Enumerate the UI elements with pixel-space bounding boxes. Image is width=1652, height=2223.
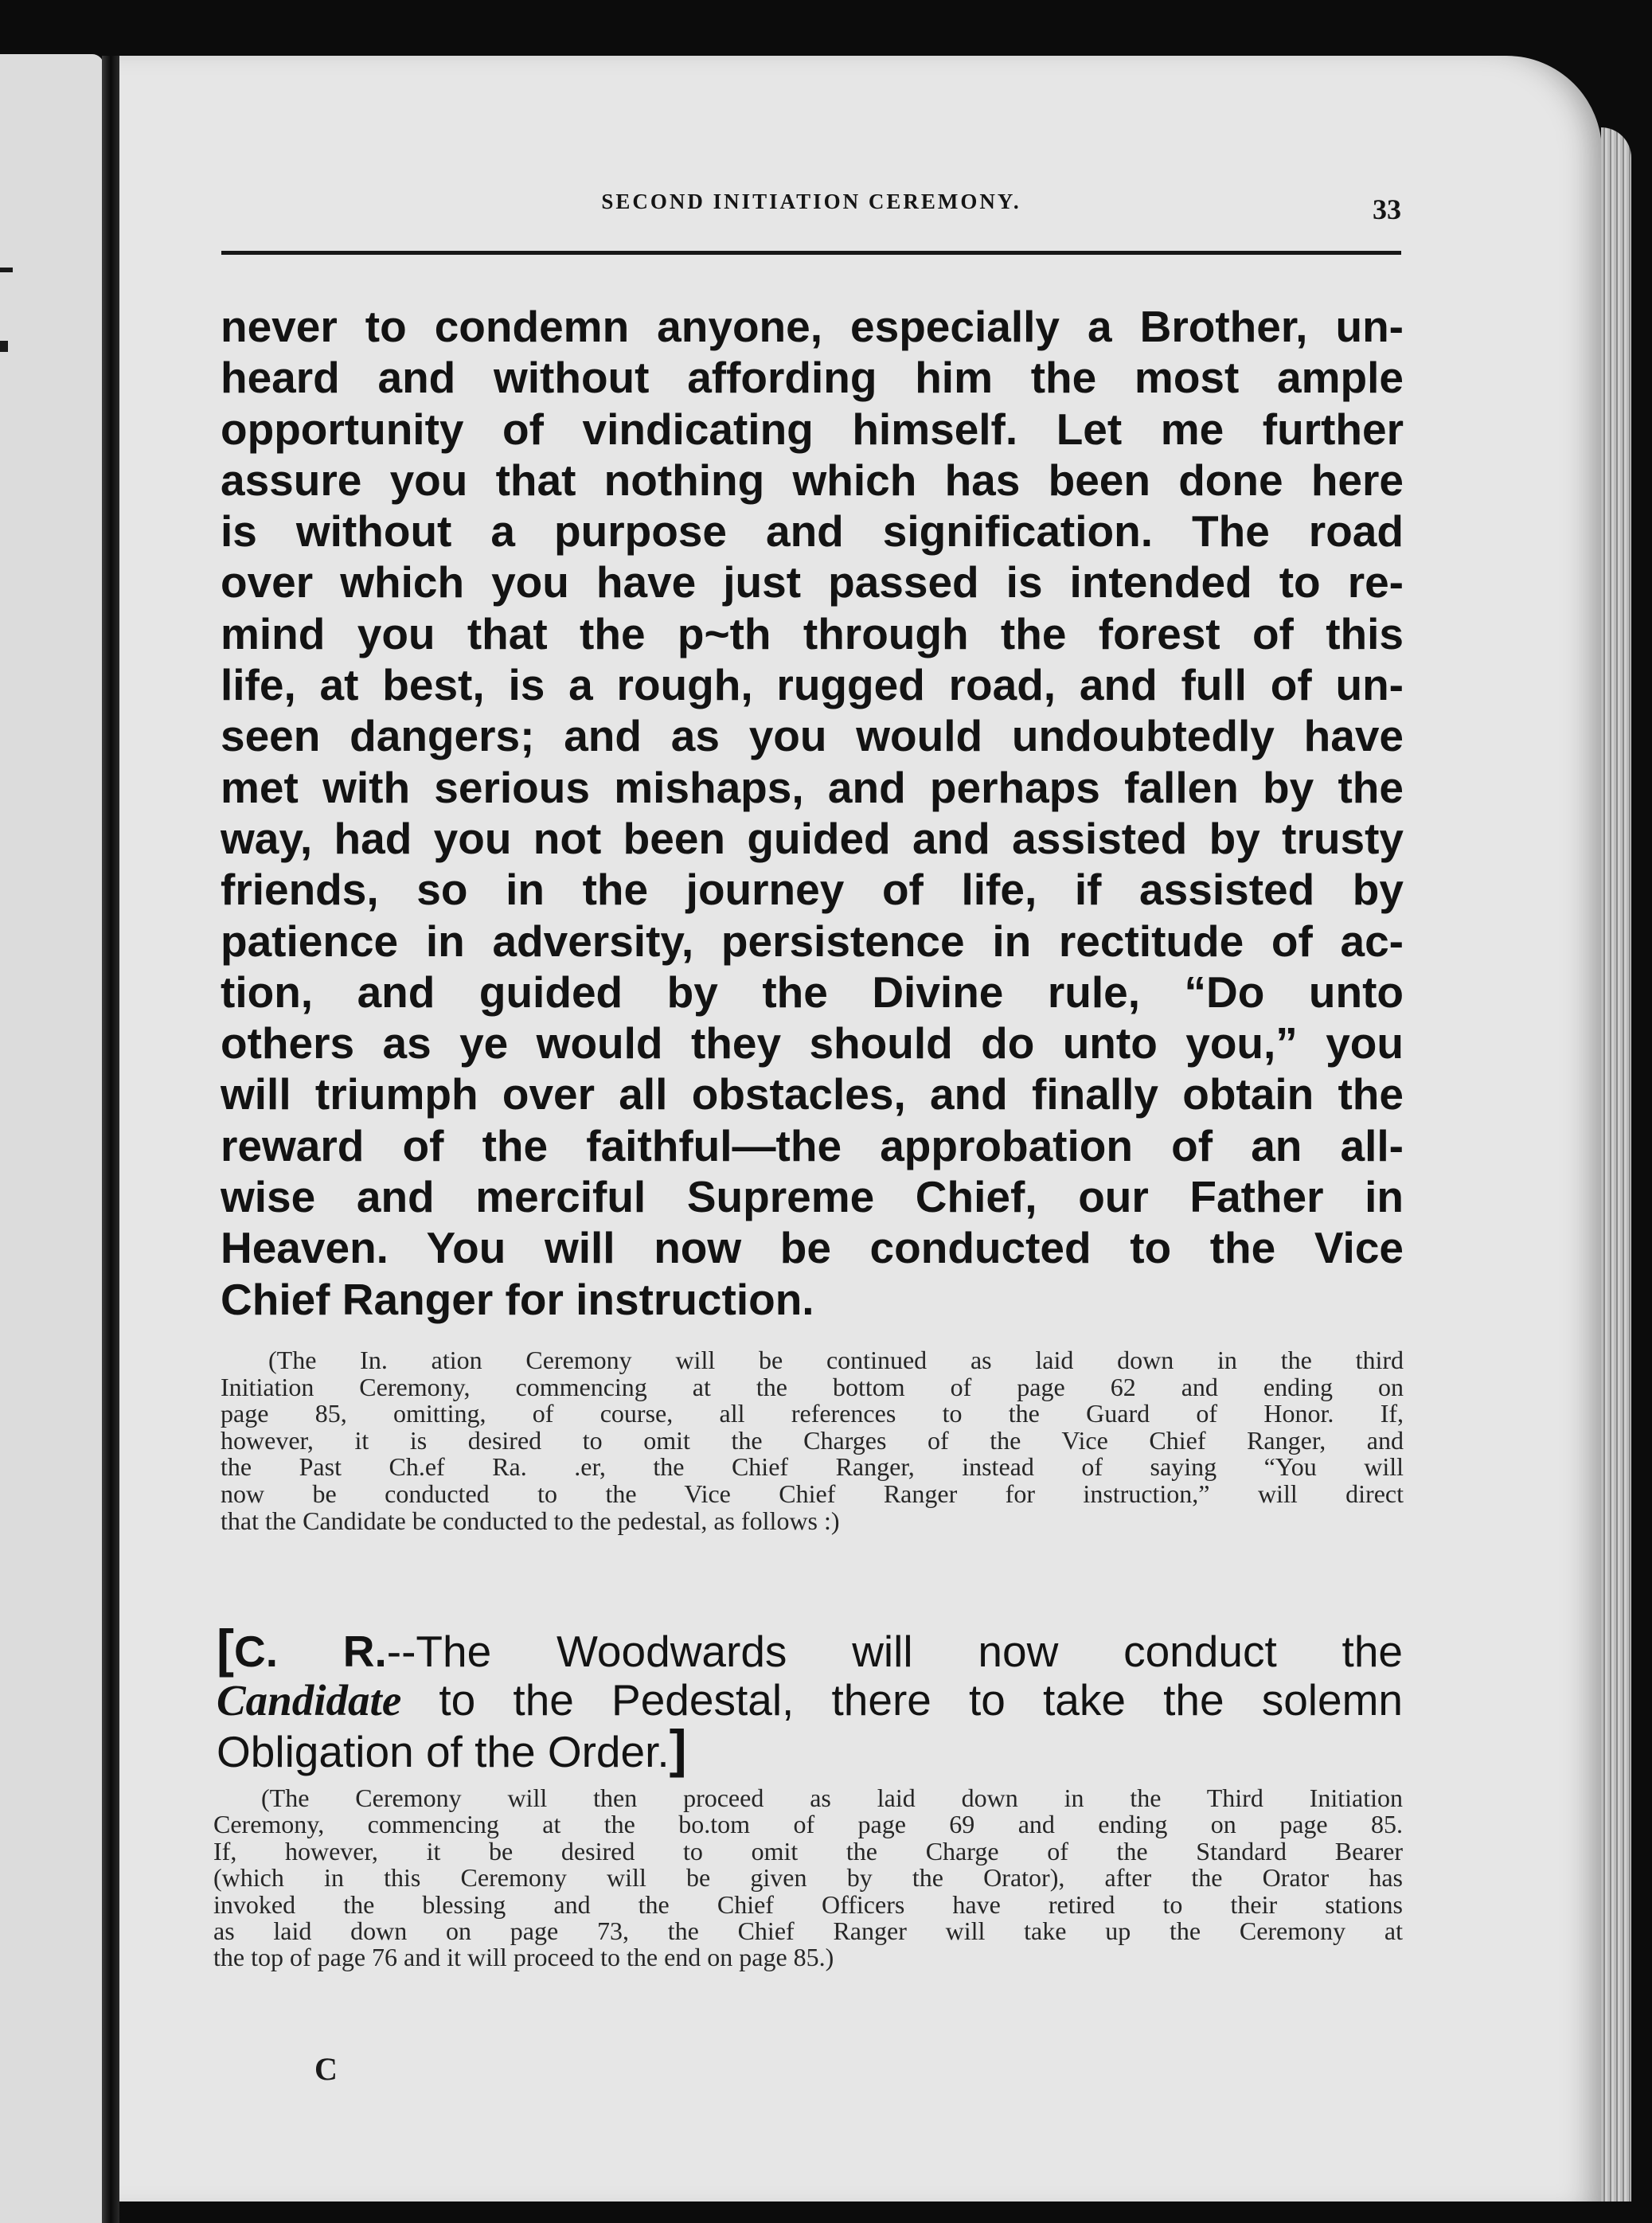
note-line: (The Ceremony will then proceed as laid down in the Third Initiation (261, 1783, 1403, 1812)
stage-direction-note (221, 1347, 1404, 1534)
text-line: mind you that the p~th through the forest of this (221, 608, 1404, 658)
rubric-line (217, 1676, 1403, 1725)
text-line: way, had you not been guided and assisted by trusty (221, 813, 1404, 863)
text-line: tion, and guided by the Divine rule, “Do unto (221, 967, 1404, 1017)
note-line: the Past Ch.ef Ra. .er, the Chief Ranger, instead of saying “You will (221, 1452, 1404, 1482)
text-line: will triumph over all obstacles, and finally obtain the (221, 1069, 1404, 1119)
book-gutter (102, 56, 119, 2223)
text-line: life, at best, is a rough, rugged road, and full of un- (221, 660, 1404, 710)
note-line: (The In. ation Ceremony will be continued as laid down in the third (268, 1346, 1404, 1374)
scan-bottom-edge (119, 2202, 1652, 2223)
previous-page-text-fragment (0, 268, 13, 272)
text-line: seen dangers; and as you would undoubtedly have (221, 711, 1404, 761)
text-line: reward of the faithful—the approbation of an all- (221, 1120, 1404, 1170)
note-line: (which in this Ceremony will be given by the Orator), after the Orator has (213, 1863, 1403, 1893)
text-line: Heaven. You will now be conducted to the Vice (221, 1223, 1404, 1273)
speaker-label: C. R. (233, 1627, 387, 1676)
running-title: SECOND INITIATION CEREMONY. (601, 189, 1021, 213)
text-line: others as ye would they should do unto you,” you (221, 1018, 1404, 1069)
close-bracket: ] (669, 1719, 687, 1778)
main-paragraph (221, 301, 1404, 1325)
rubric-text: --The Woodwards will now conduct the (386, 1627, 1403, 1676)
text-line: friends, so in the journey of life, if assisted by (221, 865, 1404, 915)
chief-ranger-rubric (217, 1619, 1404, 1778)
note-line: now be conducted to the Vice Chief Ranger for instruction,” will direct (221, 1479, 1404, 1508)
stage-direction-note (213, 1785, 1403, 1971)
text-line: met with serious mishaps, and perhaps fallen by the (221, 762, 1404, 812)
note-line: Initiation Ceremony, commencing at the bottom of page 62 and ending on (221, 1372, 1404, 1401)
page-number: 33 (1373, 193, 1401, 225)
text-line: assure you that nothing which has been done here (221, 455, 1404, 505)
page-stack-edge (1601, 127, 1631, 2205)
text-line: opportunity of vindicating himself. Let me further (221, 404, 1404, 454)
previous-page-text-fragment (0, 341, 8, 352)
note-line: however, it is desired to omit the Charges of the Vice Chief Ranger, and (221, 1425, 1404, 1455)
text-line: patience in adversity, persistence in rectitude of ac- (221, 916, 1404, 966)
rubric-line (217, 1619, 1403, 1678)
note-line: page 85, omitting, of course, all references to the Guard of Honor. If, (221, 1399, 1404, 1428)
note-line: invoked the blessing and the Chief Officers have retired to their stations (213, 1889, 1403, 1919)
note-line: Ceremony, commencing at the bo.tom of page 69 and ending on page 85. (213, 1810, 1403, 1839)
rubric-line (217, 1719, 1403, 1778)
note-line: If, however, it be desired to omit the Charge of the Standard Bearer (213, 1836, 1403, 1866)
open-bracket: [ (217, 1619, 234, 1678)
note-line: that the Candidate be conducted to the pedestal, as follows :) (221, 1506, 840, 1535)
text-line: Chief Ranger for instruction. (221, 1274, 814, 1324)
text-line: never to condemn anyone, especially a Brother, un- (221, 302, 1404, 351)
note-line: as laid down on page 73, the Chief Ranger will take up the Ceremony at (213, 1916, 1403, 1946)
printer-signature-mark: C (314, 2051, 338, 2087)
note-line: the top of page 76 and it will proceed to the end on page 85.) (213, 1943, 834, 1972)
text-line: wise and merciful Supreme Chief, our Father in (221, 1172, 1404, 1222)
page-header (221, 185, 1401, 240)
text-line: heard and without affording him the most ample (221, 353, 1404, 403)
text-line: is without a purpose and signification. The road (221, 506, 1404, 557)
header-rule (221, 251, 1401, 255)
rubric-text: to the Pedestal, there to take the solemn (439, 1675, 1404, 1725)
text-line: over which you have just passed is intended to re- (221, 557, 1404, 608)
rubric-emphasis: Candidate (217, 1676, 402, 1725)
previous-page-edge (0, 54, 103, 2223)
rubric-text: Obligation of the Order. (217, 1727, 670, 1776)
